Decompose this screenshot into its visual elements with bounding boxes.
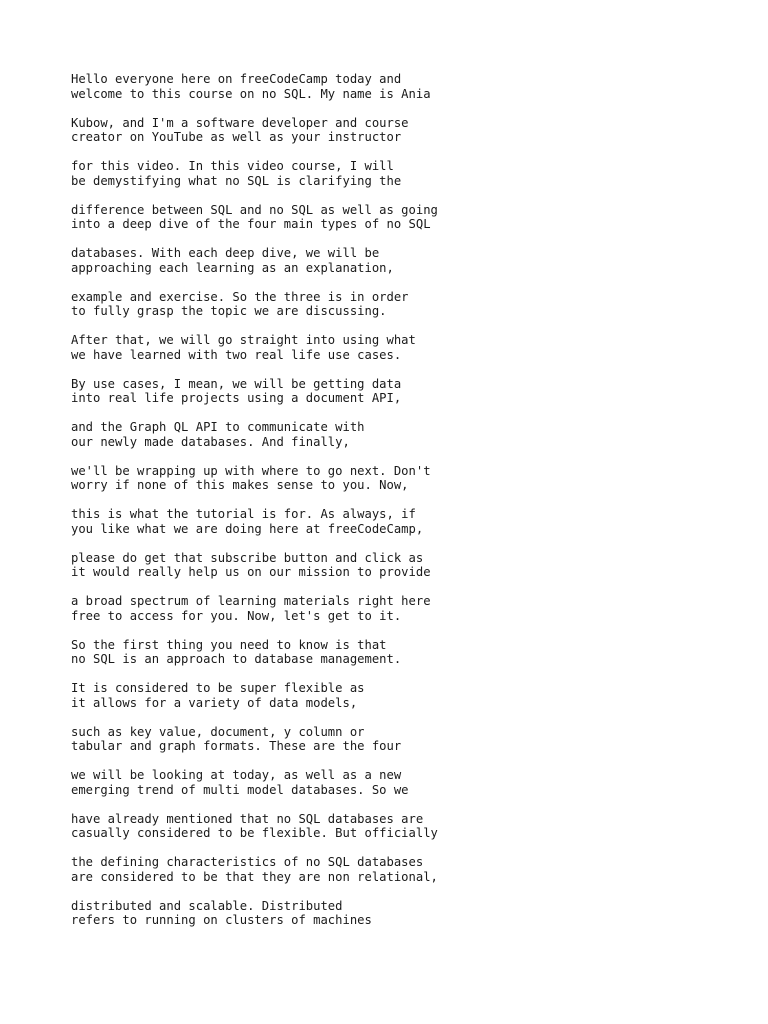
transcript-text [71,72,731,942]
transcript-line: free to access for you. Now, let's get to it. [71,608,402,623]
transcript-line: into real life projects using a document API, [71,391,402,405]
transcript-paragraph [71,377,731,406]
transcript-line: creator on YouTube as well as your instructor [71,130,402,144]
transcript-paragraph [71,725,731,754]
transcript-paragraph [71,203,731,232]
transcript-paragraph [71,420,731,449]
transcript-line: welcome to this course on no SQL. My name is Ania [71,86,431,101]
transcript-line: it allows for a variety of data models, [71,695,358,710]
transcript-line: you like what we are doing here at freeCodeCamp, [71,521,424,536]
transcript-paragraph [71,638,731,667]
transcript-line: a broad spectrum of learning materials right here [71,594,431,608]
transcript-paragraph [71,159,731,188]
transcript-line: So the first thing you need to know is that [71,637,387,652]
transcript-line: casually considered to be flexible. But officially [71,826,438,840]
transcript-line: our newly made databases. And finally, [71,434,350,449]
transcript-line: By use cases, I mean, we will be getting data [71,376,402,391]
transcript-line: the defining characteristics of no SQL databases [71,855,424,869]
transcript-paragraph [71,855,731,884]
transcript-paragraph [71,551,731,580]
transcript-line: example and exercise. So the three is in order [71,289,409,304]
transcript-line: to fully grasp the topic we are discussing. [71,304,387,318]
transcript-line: tabular and graph formats. These are the four [71,739,402,753]
transcript-line: databases. With each deep dive, we will be [71,246,380,260]
transcript-paragraph [71,899,731,928]
transcript-paragraph [71,464,731,493]
transcript-line: we will be looking at today, as well as a new [71,768,402,782]
transcript-paragraph [71,594,731,623]
transcript-line: approaching each learning as an explanation, [71,260,394,275]
transcript-paragraph [71,507,731,536]
transcript-paragraph [71,812,731,841]
transcript-paragraph [71,116,731,145]
transcript-line: worry if none of this makes sense to you. Now, [71,478,409,492]
transcript-line: we have learned with two real life use cases. [71,347,402,362]
transcript-paragraph [71,768,731,797]
transcript-line: for this video. In this video course, I will [71,159,394,173]
transcript-paragraph [71,681,731,710]
transcript-line: no SQL is an approach to database management. [71,652,402,666]
transcript-line: Hello everyone here on freeCodeCamp today and [71,72,402,86]
transcript-line: refers to running on clusters of machines [71,913,372,927]
transcript-line: It is considered to be super flexible as [71,681,365,695]
transcript-paragraph [71,246,731,275]
transcript-line: difference between SQL and no SQL as well as going [71,202,438,217]
transcript-line: distributed and scalable. Distributed [71,898,343,913]
transcript-line: After that, we will go straight into using what [71,333,416,347]
transcript-line: it would really help us on our mission to provide [71,565,431,579]
transcript-line: are considered to be that they are non relational, [71,869,438,884]
transcript-line: Kubow, and I'm a software developer and course [71,115,409,130]
transcript-line: into a deep dive of the four main types of no SQL [71,217,431,231]
transcript-line: please do get that subscribe button and click as [71,550,424,565]
transcript-line: be demystifying what no SQL is clarifying the [71,173,402,188]
transcript-line: this is what the tutorial is for. As always, if [71,507,416,521]
transcript-paragraph [71,72,731,101]
transcript-line: we'll be wrapping up with where to go next. Don't [71,463,431,478]
transcript-paragraph [71,290,731,319]
transcript-line: and the Graph QL API to communicate with [71,420,365,434]
transcript-paragraph [71,333,731,362]
transcript-line: emerging trend of multi model databases. So we [71,782,409,797]
transcript-line: such as key value, document, y column or [71,724,365,739]
transcript-line: have already mentioned that no SQL databases are [71,811,424,826]
